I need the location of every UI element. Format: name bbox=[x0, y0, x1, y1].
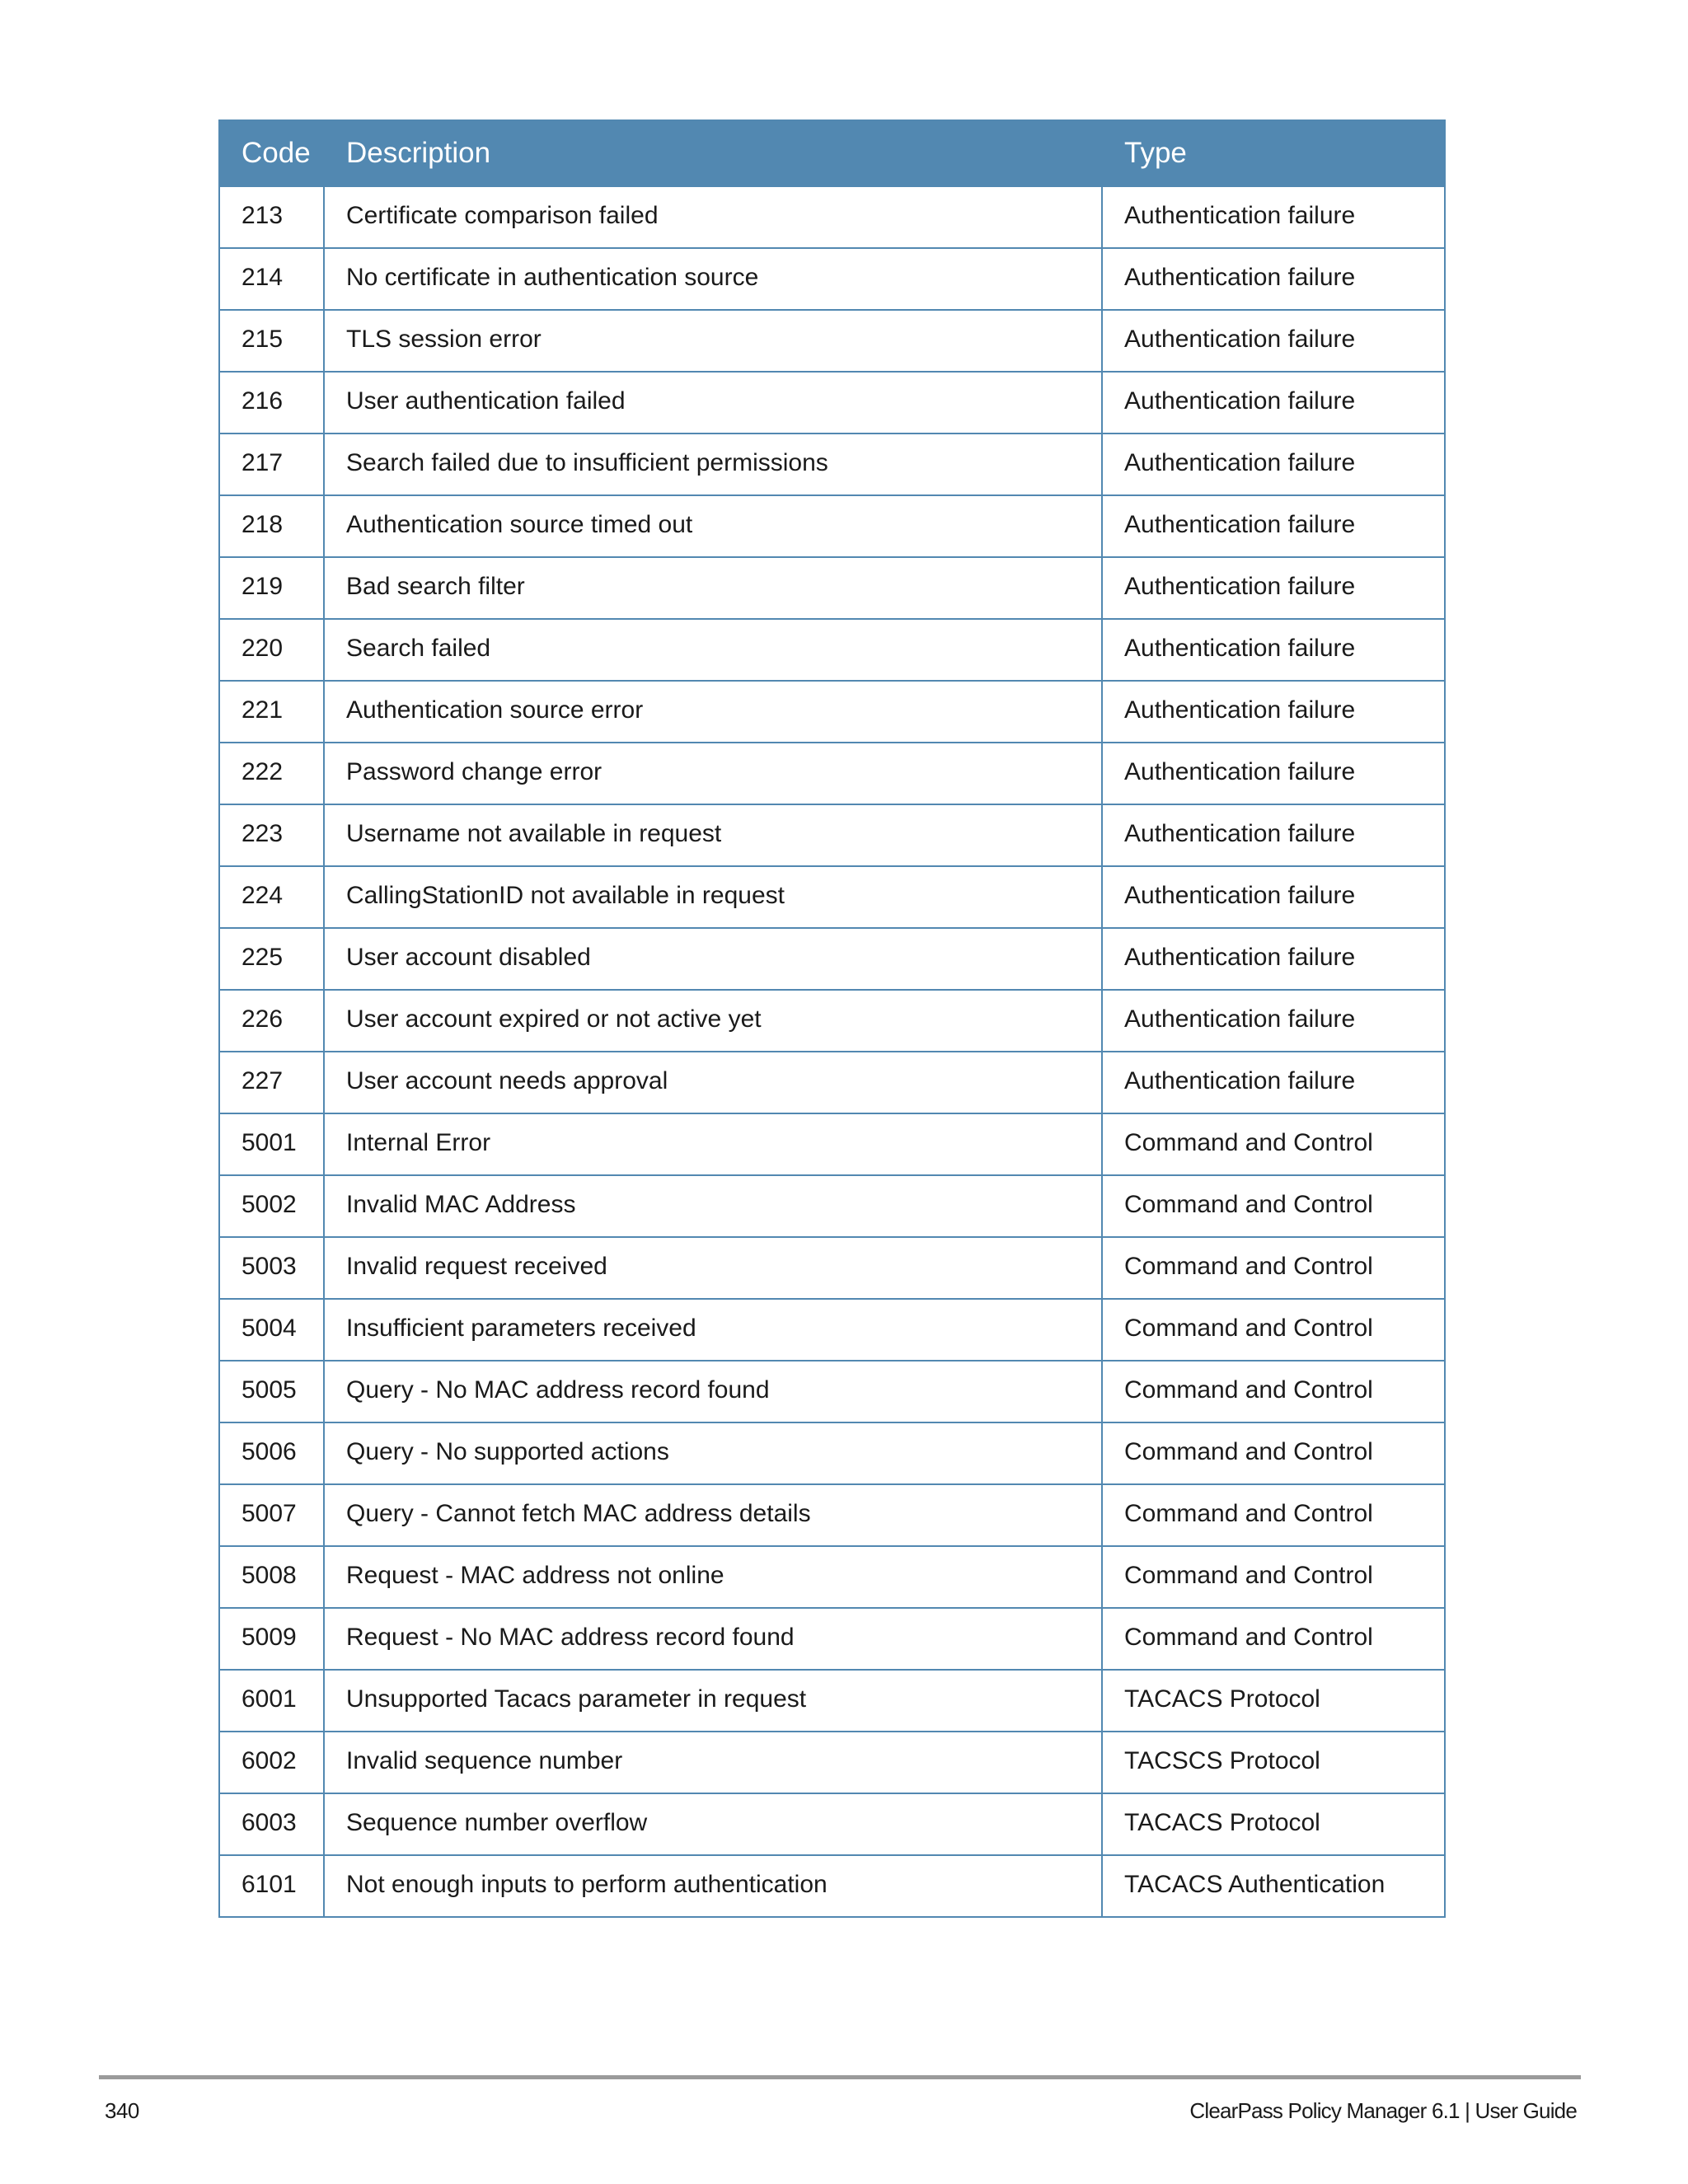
description-cell: Query - No MAC address record found bbox=[324, 1361, 1102, 1422]
code-cell: 216 bbox=[219, 372, 324, 434]
table-row bbox=[219, 866, 1445, 928]
table-body bbox=[219, 186, 1445, 1917]
type-cell: Command and Control bbox=[1102, 1175, 1445, 1237]
description-cell: CallingStationID not available in request bbox=[324, 866, 1102, 928]
description-cell: Invalid sequence number bbox=[324, 1732, 1102, 1793]
table-row bbox=[219, 1113, 1445, 1175]
code-cell: 5002 bbox=[219, 1175, 324, 1237]
table-row bbox=[219, 1052, 1445, 1113]
description-cell: Not enough inputs to perform authentication bbox=[324, 1855, 1102, 1917]
table-row bbox=[219, 495, 1445, 557]
table-row bbox=[219, 990, 1445, 1052]
description-cell: Search failed due to insufficient permissions bbox=[324, 434, 1102, 495]
description-cell: Authentication source timed out bbox=[324, 495, 1102, 557]
type-cell: Authentication failure bbox=[1102, 1052, 1445, 1113]
type-cell: Command and Control bbox=[1102, 1299, 1445, 1361]
code-cell: 217 bbox=[219, 434, 324, 495]
table-row bbox=[219, 1732, 1445, 1793]
type-cell: TACACS Protocol bbox=[1102, 1670, 1445, 1732]
type-cell: Authentication failure bbox=[1102, 186, 1445, 248]
description-cell: Request - MAC address not online bbox=[324, 1546, 1102, 1608]
type-cell: Authentication failure bbox=[1102, 681, 1445, 743]
table-row bbox=[219, 1670, 1445, 1732]
table-row bbox=[219, 1299, 1445, 1361]
description-cell: Internal Error bbox=[324, 1113, 1102, 1175]
table-row bbox=[219, 804, 1445, 866]
code-cell: 221 bbox=[219, 681, 324, 743]
code-cell: 213 bbox=[219, 186, 324, 248]
code-cell: 215 bbox=[219, 310, 324, 372]
description-cell: User authentication failed bbox=[324, 372, 1102, 434]
description-cell: Certificate comparison failed bbox=[324, 186, 1102, 248]
code-cell: 5001 bbox=[219, 1113, 324, 1175]
column-header-type: Type bbox=[1102, 120, 1445, 186]
description-cell: Authentication source error bbox=[324, 681, 1102, 743]
type-cell: Command and Control bbox=[1102, 1546, 1445, 1608]
description-cell: User account expired or not active yet bbox=[324, 990, 1102, 1052]
code-cell: 5007 bbox=[219, 1484, 324, 1546]
code-cell: 6001 bbox=[219, 1670, 324, 1732]
table-row bbox=[219, 372, 1445, 434]
type-cell: TACACS Authentication bbox=[1102, 1855, 1445, 1917]
type-cell: Authentication failure bbox=[1102, 804, 1445, 866]
code-cell: 219 bbox=[219, 557, 324, 619]
code-cell: 5009 bbox=[219, 1608, 324, 1670]
description-cell: User account disabled bbox=[324, 928, 1102, 990]
type-cell: Authentication failure bbox=[1102, 866, 1445, 928]
table-header-row bbox=[219, 120, 1445, 186]
type-cell: Authentication failure bbox=[1102, 619, 1445, 681]
table-row bbox=[219, 1793, 1445, 1855]
column-header-code: Code bbox=[219, 120, 324, 186]
type-cell: Command and Control bbox=[1102, 1113, 1445, 1175]
table-row bbox=[219, 557, 1445, 619]
code-cell: 5003 bbox=[219, 1237, 324, 1299]
table-row bbox=[219, 1484, 1445, 1546]
code-cell: 6002 bbox=[219, 1732, 324, 1793]
description-cell: Search failed bbox=[324, 619, 1102, 681]
table-row bbox=[219, 186, 1445, 248]
description-cell: Request - No MAC address record found bbox=[324, 1608, 1102, 1670]
code-cell: 223 bbox=[219, 804, 324, 866]
type-cell: Command and Control bbox=[1102, 1608, 1445, 1670]
footer-divider bbox=[99, 2075, 1581, 2079]
type-cell: Authentication failure bbox=[1102, 928, 1445, 990]
code-cell: 6101 bbox=[219, 1855, 324, 1917]
table-row bbox=[219, 619, 1445, 681]
type-cell: TACSCS Protocol bbox=[1102, 1732, 1445, 1793]
type-cell: Authentication failure bbox=[1102, 495, 1445, 557]
description-cell: Query - Cannot fetch MAC address details bbox=[324, 1484, 1102, 1546]
type-cell: Authentication failure bbox=[1102, 557, 1445, 619]
code-cell: 5004 bbox=[219, 1299, 324, 1361]
document-title: ClearPass Policy Manager 6.1 | User Guide bbox=[1189, 2098, 1577, 2123]
code-cell: 220 bbox=[219, 619, 324, 681]
type-cell: Command and Control bbox=[1102, 1237, 1445, 1299]
table-row bbox=[219, 1546, 1445, 1608]
description-cell: Query - No supported actions bbox=[324, 1422, 1102, 1484]
type-cell: Authentication failure bbox=[1102, 310, 1445, 372]
code-cell: 218 bbox=[219, 495, 324, 557]
code-cell: 5008 bbox=[219, 1546, 324, 1608]
table-row bbox=[219, 310, 1445, 372]
description-cell: Username not available in request bbox=[324, 804, 1102, 866]
description-cell: No certificate in authentication source bbox=[324, 248, 1102, 310]
description-cell: Invalid MAC Address bbox=[324, 1175, 1102, 1237]
table-row bbox=[219, 743, 1445, 804]
description-cell: TLS session error bbox=[324, 310, 1102, 372]
type-cell: Command and Control bbox=[1102, 1422, 1445, 1484]
code-cell: 227 bbox=[219, 1052, 324, 1113]
type-cell: Command and Control bbox=[1102, 1484, 1445, 1546]
description-cell: Insufficient parameters received bbox=[324, 1299, 1102, 1361]
type-cell: Authentication failure bbox=[1102, 434, 1445, 495]
description-cell: Bad search filter bbox=[324, 557, 1102, 619]
code-cell: 214 bbox=[219, 248, 324, 310]
column-header-description: Description bbox=[324, 120, 1102, 186]
error-codes-table bbox=[218, 120, 1446, 1918]
table-row bbox=[219, 681, 1445, 743]
description-cell: Sequence number overflow bbox=[324, 1793, 1102, 1855]
table-row bbox=[219, 1608, 1445, 1670]
table-row bbox=[219, 1361, 1445, 1422]
table-row bbox=[219, 1175, 1445, 1237]
type-cell: Command and Control bbox=[1102, 1361, 1445, 1422]
type-cell: Authentication failure bbox=[1102, 248, 1445, 310]
code-cell: 5005 bbox=[219, 1361, 324, 1422]
page-number: 340 bbox=[105, 2098, 139, 2123]
type-cell: TACACS Protocol bbox=[1102, 1793, 1445, 1855]
table-row bbox=[219, 1422, 1445, 1484]
code-cell: 5006 bbox=[219, 1422, 324, 1484]
code-cell: 224 bbox=[219, 866, 324, 928]
description-cell: Password change error bbox=[324, 743, 1102, 804]
description-cell: User account needs approval bbox=[324, 1052, 1102, 1113]
description-cell: Invalid request received bbox=[324, 1237, 1102, 1299]
table-header bbox=[219, 120, 1445, 186]
code-cell: 222 bbox=[219, 743, 324, 804]
table-row bbox=[219, 928, 1445, 990]
type-cell: Authentication failure bbox=[1102, 372, 1445, 434]
code-cell: 226 bbox=[219, 990, 324, 1052]
code-cell: 225 bbox=[219, 928, 324, 990]
description-cell: Unsupported Tacacs parameter in request bbox=[324, 1670, 1102, 1732]
table-row bbox=[219, 434, 1445, 495]
table-row bbox=[219, 1237, 1445, 1299]
table-row bbox=[219, 248, 1445, 310]
type-cell: Authentication failure bbox=[1102, 990, 1445, 1052]
code-cell: 6003 bbox=[219, 1793, 324, 1855]
table-row bbox=[219, 1855, 1445, 1917]
type-cell: Authentication failure bbox=[1102, 743, 1445, 804]
